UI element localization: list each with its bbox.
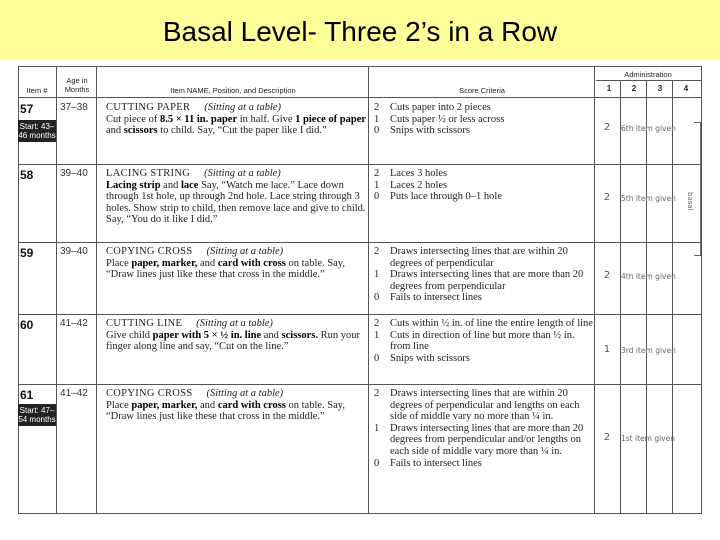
item-description — [106, 318, 368, 353]
criterion-score: 2 — [374, 102, 380, 113]
slide-title: Basal Level- Three 2’s in a Row — [162, 16, 558, 47]
criterion — [374, 114, 596, 126]
criterion — [374, 125, 596, 137]
instruction-text: Run your finger along line and say, “Cut on the line.” — [106, 329, 361, 353]
handwritten-note: 5th item given — [621, 194, 676, 203]
criterion — [374, 388, 596, 423]
criterion — [374, 168, 596, 180]
item-number: 57 — [20, 102, 34, 116]
score-criteria — [374, 102, 596, 137]
table-row — [18, 166, 702, 242]
item-number: 58 — [20, 168, 34, 182]
criterion-score: 0 — [374, 457, 380, 469]
item-number: 59 — [20, 246, 34, 260]
handwritten-note: 1st item given — [621, 434, 675, 443]
criterion — [374, 269, 596, 292]
criterion-text: Puts lace through 0–1 hole — [390, 191, 502, 203]
material-label: paper, marker, — [131, 399, 198, 411]
criterion-score: 2 — [374, 246, 380, 257]
material-label: card with cross — [217, 399, 286, 411]
item-position: (Sitting at a table) — [204, 102, 282, 113]
instruction-text: and — [261, 329, 282, 341]
material-label: scissors — [123, 125, 158, 137]
admin-column-4: 4 — [683, 84, 689, 93]
criterion — [374, 458, 596, 470]
criterion-text: Fails to intersect lines — [390, 292, 482, 304]
instruction-text: Give child — [106, 329, 153, 341]
row-divider — [18, 384, 702, 385]
admin-header-divider — [596, 80, 702, 81]
handwritten-score: 2 — [603, 432, 611, 443]
header-item-name: Item NAME, Position, and Description — [170, 86, 296, 95]
criterion-score: 1 — [374, 269, 380, 281]
row-divider — [18, 164, 702, 165]
criterion — [374, 353, 596, 365]
criterion-score: 1 — [374, 329, 380, 341]
header-administration: Administration — [624, 70, 672, 79]
criterion-score: 2 — [374, 388, 380, 399]
criterion-text: Snips with scissors — [390, 352, 470, 364]
score-criteria — [374, 246, 596, 304]
item-instructions — [106, 330, 368, 353]
criterion-text: Draws intersecting lines that are within 20 degrees of perpendicular and lengths on each side of middle vary no more than ¼ in. — [390, 388, 580, 423]
item-name: LACING STRING — [106, 168, 191, 179]
start-age-badge: Start: 47–54 months — [18, 406, 56, 424]
material-label: card with cross — [217, 257, 286, 269]
handwritten-score: 2 — [603, 270, 611, 281]
instruction-text: on table. Say, “Draw lines just like these that cross in the middle.” — [106, 399, 345, 423]
instruction-text: Place — [106, 399, 132, 411]
criterion-score: 0 — [374, 125, 380, 137]
item-description — [106, 168, 368, 226]
admin-column-2: 2 — [631, 84, 637, 93]
age-range: 39–40 — [60, 168, 88, 179]
instruction-text: in half. Give — [237, 113, 296, 125]
handwritten-note: 6th item given — [621, 124, 676, 133]
score-criteria — [374, 318, 596, 364]
handwritten-score: 1 — [603, 344, 611, 355]
item-name: COPYING CROSS — [106, 246, 193, 257]
start-age-badge: Start: 43–46 months — [18, 122, 56, 140]
criterion-score: 1 — [374, 113, 380, 125]
criterion-text: Cuts paper ½ or less across — [390, 113, 505, 125]
table-bottom-border — [18, 513, 702, 514]
material-label: Lacing strip — [106, 179, 161, 191]
header-age: Age in Months — [64, 76, 90, 94]
criterion — [374, 292, 596, 304]
instruction-text: on table. Say, “Draw lines just like these that cross in the middle.” — [106, 257, 345, 281]
assessment-table — [18, 66, 702, 514]
instruction-text: and — [106, 125, 124, 137]
age-range: 41–42 — [60, 388, 88, 399]
criterion-text: Snips with scissors — [390, 125, 470, 137]
handwritten-score: 2 — [603, 192, 611, 203]
item-name: COPYING CROSS — [106, 388, 193, 399]
material-label: scissors. — [281, 329, 319, 341]
table-row — [18, 100, 702, 164]
item-position: (Sitting at a table) — [204, 168, 281, 179]
criterion — [374, 423, 596, 458]
material-label: paper with 5 × ½ in. line — [152, 329, 262, 341]
criterion-text: Draws intersecting lines that are within 20 degrees of perpendicular — [390, 246, 568, 269]
table-row — [18, 386, 702, 512]
score-criteria — [374, 168, 596, 203]
admin-column-3: 3 — [657, 84, 663, 93]
handwritten-score: 2 — [603, 122, 611, 133]
basal-annotation: basal — [686, 192, 694, 211]
item-number: 60 — [20, 318, 34, 332]
admin-column-1: 1 — [606, 84, 612, 93]
row-divider — [18, 314, 702, 315]
criterion — [374, 330, 596, 353]
criterion-score: 1 — [374, 179, 380, 191]
item-description — [106, 246, 368, 281]
criterion — [374, 246, 596, 269]
item-description — [106, 102, 368, 137]
criterion — [374, 180, 596, 192]
handwritten-note: 3rd item given — [621, 346, 676, 355]
item-name: CUTTING LINE — [106, 318, 183, 329]
criterion-score: 0 — [374, 352, 380, 364]
criterion — [374, 318, 596, 330]
criterion-text: Laces 3 holes — [390, 168, 448, 179]
table-top-border — [18, 66, 702, 67]
instruction-text: to child. Say, “Cut the paper like I did.” — [157, 125, 327, 137]
item-instructions — [106, 180, 368, 226]
item-description — [106, 388, 368, 423]
item-number: 61 — [20, 388, 34, 402]
criterion-text: Cuts paper into 2 pieces — [390, 102, 491, 113]
item-instructions — [106, 400, 368, 423]
item-instructions — [106, 258, 368, 281]
age-range: 37–38 — [60, 102, 88, 113]
material-label: 1 piece of paper — [295, 113, 367, 125]
criterion-text: Draws intersecting lines that are more than 20 degrees from perpendicular and/or lengths on each side of middle vary more than ¼ in. — [390, 422, 584, 457]
header-item-number: Item # — [26, 86, 48, 95]
material-label: lace — [180, 179, 199, 191]
material-label: paper, marker, — [131, 257, 198, 269]
criterion-text: Draws intersecting lines that are more than 20 degrees from perpendicular — [390, 269, 584, 292]
criterion-text: Cuts in direction of line but more than ½ in. from line — [390, 329, 575, 353]
age-range: 41–42 — [60, 318, 88, 329]
header-score-criteria: Score Criteria — [459, 86, 505, 95]
instruction-text: and — [160, 179, 181, 191]
instruction-text: Say, “Watch me lace.” Lace down through 1st hole, up through 2nd hole. Lace string through 3 holes. Show strip to child, then remove lace and give to child. Say, “You do it like I did.” — [106, 179, 366, 226]
criterion-text: Laces 2 holes — [390, 179, 448, 191]
criterion-text: Fails to intersect lines — [390, 457, 482, 469]
criterion-score: 0 — [374, 191, 380, 203]
criterion-score: 2 — [374, 168, 380, 179]
item-position: (Sitting at a table) — [206, 246, 284, 257]
instruction-text: and — [197, 257, 218, 269]
score-criteria — [374, 388, 596, 469]
instruction-text: Cut piece of — [106, 113, 160, 125]
criterion-text: Cuts within ½ in. of line the entire length of line — [390, 318, 593, 329]
item-position: (Sitting at a table) — [206, 388, 284, 399]
material-label: 8.5 × 11 in. paper — [159, 113, 238, 125]
age-range: 39–40 — [60, 246, 88, 257]
row-divider — [18, 242, 702, 243]
handwritten-note: 4th item given — [621, 272, 676, 281]
table-row — [18, 316, 702, 384]
item-instructions — [106, 114, 368, 137]
criterion-score: 2 — [374, 318, 380, 329]
item-position: (Sitting at a table) — [196, 318, 273, 329]
instruction-text: Place — [106, 257, 132, 269]
instruction-text: and — [197, 399, 218, 411]
criterion — [374, 102, 596, 114]
table-row — [18, 244, 702, 314]
criterion — [374, 191, 596, 203]
criterion-score: 0 — [374, 292, 380, 304]
basal-bracket — [694, 122, 701, 256]
criterion-score: 1 — [374, 422, 380, 434]
header-bottom-border — [18, 97, 702, 98]
item-name: CUTTING PAPER — [106, 102, 191, 113]
